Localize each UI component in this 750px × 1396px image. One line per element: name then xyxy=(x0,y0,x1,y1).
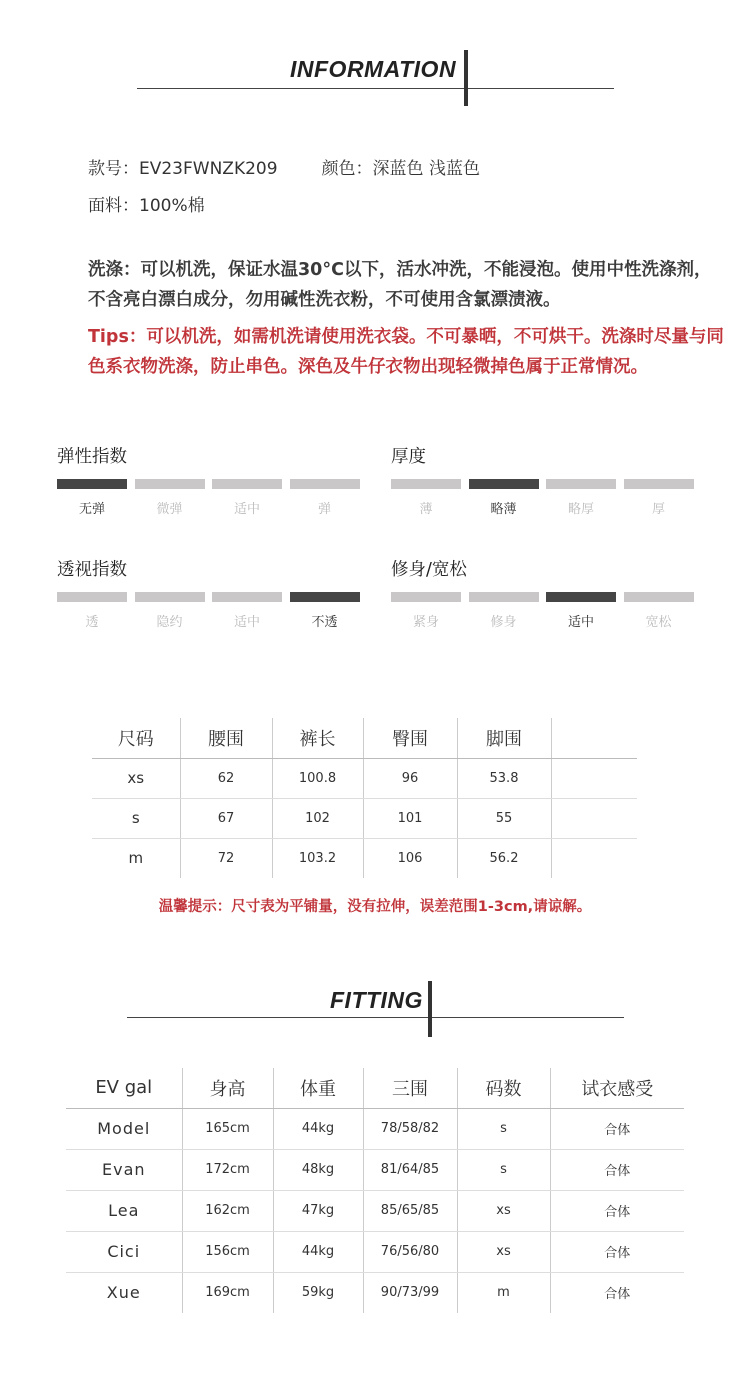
table-cell: 100.8 xyxy=(272,758,363,798)
table-header: 体重 xyxy=(273,1068,363,1108)
table-row xyxy=(66,1272,684,1313)
table-cell: 合体 xyxy=(550,1272,684,1313)
table-header: 身高 xyxy=(182,1068,273,1108)
fitting-title: FITTING xyxy=(330,987,423,1013)
care-tips: Tips：可以机洗，如需机洗请使用洗衣袋。不可暴晒，不可烘干。洗涤时尽量与同色系衣物洗涤，防止串色。深色及牛仔衣物出现轻微掉色属于正常情况。 xyxy=(88,327,724,377)
scale-bar xyxy=(469,592,539,602)
table-header xyxy=(551,718,637,758)
table-header: 脚围 xyxy=(457,718,551,758)
scale-elasticity xyxy=(57,445,367,517)
table-header: EV gal xyxy=(66,1068,182,1108)
table-cell: 162cm xyxy=(182,1190,273,1231)
scale-option: 薄 xyxy=(419,502,433,517)
table-cell: s xyxy=(92,798,180,838)
table-cell: 76/56/80 xyxy=(363,1231,457,1272)
table-cell: s xyxy=(457,1149,550,1190)
fitting-table xyxy=(66,1068,684,1313)
scale-label: 弹性指数 xyxy=(57,447,127,467)
style-number: 款号：EV23FWNZK209 xyxy=(88,159,278,179)
size-note: 温馨提示：尺寸表为平铺量，没有拉伸，误差范围1-3cm,请谅解。 xyxy=(158,899,592,915)
table-cell: 169cm xyxy=(182,1272,273,1313)
table-cell: Model xyxy=(66,1108,182,1149)
scale-bar xyxy=(212,479,282,489)
scale-option: 修身 xyxy=(490,615,517,630)
table-cell xyxy=(551,838,637,878)
table-cell: 172cm xyxy=(182,1149,273,1190)
table-cell: s xyxy=(457,1108,550,1149)
scale-transparency xyxy=(57,558,367,630)
scale-option: 无弹 xyxy=(78,502,105,517)
table-cell: 72 xyxy=(180,838,272,878)
table-cell: m xyxy=(128,849,144,868)
table-cell: 102 xyxy=(272,798,363,838)
scale-label: 透视指数 xyxy=(57,560,127,580)
table-row xyxy=(66,1108,684,1149)
table-row xyxy=(66,1231,684,1272)
fitting-divider xyxy=(127,1017,624,1018)
scale-option: 隐约 xyxy=(156,615,183,630)
table-cell: 55 xyxy=(457,798,551,838)
table-cell: 103.2 xyxy=(272,838,363,878)
table-cell: 81/64/85 xyxy=(363,1149,457,1190)
table-cell: 合体 xyxy=(550,1149,684,1190)
scale-bar xyxy=(290,592,360,602)
table-header-row xyxy=(66,1068,684,1108)
table-cell: Cici xyxy=(66,1231,182,1272)
table-cell: 90/73/99 xyxy=(363,1272,457,1313)
scale-option: 适中 xyxy=(233,615,260,630)
scale-bar xyxy=(546,592,616,602)
scale-option: 宽松 xyxy=(645,615,672,630)
table-cell: 85/65/85 xyxy=(363,1190,457,1231)
table-row xyxy=(92,758,637,798)
table-cell: 53.8 xyxy=(457,758,551,798)
table-cell: xs xyxy=(457,1190,550,1231)
scale-option: 不透 xyxy=(311,615,338,630)
scale-option: 弹 xyxy=(317,502,331,517)
table-cell: 165cm xyxy=(182,1108,273,1149)
product-line-1 xyxy=(88,154,480,179)
table-header: 尺码 xyxy=(92,718,180,758)
table-cell: Evan xyxy=(66,1149,182,1190)
scale-bar xyxy=(391,479,461,489)
table-cell: xs xyxy=(92,758,180,798)
scale-thickness xyxy=(391,445,701,517)
scale-bar xyxy=(135,479,205,489)
scale-bar xyxy=(624,592,694,602)
scale-fit xyxy=(391,558,701,630)
table-cell: 48kg xyxy=(273,1149,363,1190)
scale-bar xyxy=(135,592,205,602)
scale-label: 厚度 xyxy=(391,447,426,467)
table-row xyxy=(92,798,637,838)
size-table xyxy=(92,718,637,878)
scale-bar xyxy=(290,479,360,489)
scale-option: 略薄 xyxy=(490,502,517,517)
table-cell: 59kg xyxy=(273,1272,363,1313)
table-header: 腰围 xyxy=(180,718,272,758)
table-header: 三围 xyxy=(363,1068,457,1108)
table-cell: xs xyxy=(457,1231,550,1272)
scale-option: 略厚 xyxy=(567,502,594,517)
information-divider xyxy=(137,88,614,89)
table-cell: 101 xyxy=(363,798,457,838)
scale-option: 适中 xyxy=(233,502,260,517)
wash-instructions: 洗涤：可以机洗，保证水温30°C以下，活水冲洗，不能浸泡。使用中性洗涤剂，不含亮白漂白成分，勿用碱性洗衣粉，不可使用含氯漂渍液。 xyxy=(88,260,712,310)
table-cell xyxy=(551,798,637,838)
information-accent-bar xyxy=(464,50,468,106)
table-cell: 合体 xyxy=(550,1108,684,1149)
information-title: INFORMATION xyxy=(290,56,457,82)
scale-bar xyxy=(624,479,694,489)
table-header: 臀围 xyxy=(363,718,457,758)
scale-label: 修身/宽松 xyxy=(391,560,467,580)
table-row xyxy=(66,1190,684,1231)
table-cell: 78/58/82 xyxy=(363,1108,457,1149)
table-cell: 合体 xyxy=(550,1190,684,1231)
scale-bar xyxy=(212,592,282,602)
scale-bar xyxy=(57,479,127,489)
table-cell: m xyxy=(457,1272,550,1313)
table-row xyxy=(92,838,637,878)
table-header-row xyxy=(92,718,637,758)
table-cell xyxy=(551,758,637,798)
scale-option: 适中 xyxy=(567,615,594,630)
information-header xyxy=(0,40,750,110)
scale-bar xyxy=(546,479,616,489)
table-cell: 47kg xyxy=(273,1190,363,1231)
table-cell: 67 xyxy=(180,798,272,838)
table-header: 裤长 xyxy=(272,718,363,758)
fitting-header xyxy=(0,975,750,1045)
scale-bar xyxy=(391,592,461,602)
fabric-info: 面料：100%棉 xyxy=(88,196,205,216)
table-row xyxy=(66,1149,684,1190)
fitting-accent-bar xyxy=(428,981,432,1037)
table-cell: Lea xyxy=(66,1190,182,1231)
table-cell: 156cm xyxy=(182,1231,273,1272)
color-info: 颜色：深蓝色 浅蓝色 xyxy=(321,159,480,179)
table-header: 码数 xyxy=(457,1068,550,1108)
scale-bar xyxy=(469,479,539,489)
scale-option: 紧身 xyxy=(412,615,439,630)
scale-option: 厚 xyxy=(651,502,665,517)
table-cell: 106 xyxy=(363,838,457,878)
table-cell: 56.2 xyxy=(457,838,551,878)
table-cell: Xue xyxy=(106,1283,141,1303)
table-cell: 96 xyxy=(363,758,457,798)
scale-option: 微弹 xyxy=(156,502,183,517)
table-cell: 62 xyxy=(180,758,272,798)
table-cell: 44kg xyxy=(273,1231,363,1272)
table-cell: 44kg xyxy=(273,1108,363,1149)
table-cell: 合体 xyxy=(550,1231,684,1272)
scale-option: 透 xyxy=(85,615,99,630)
table-header: 试衣感受 xyxy=(550,1068,684,1108)
scale-bar xyxy=(57,592,127,602)
